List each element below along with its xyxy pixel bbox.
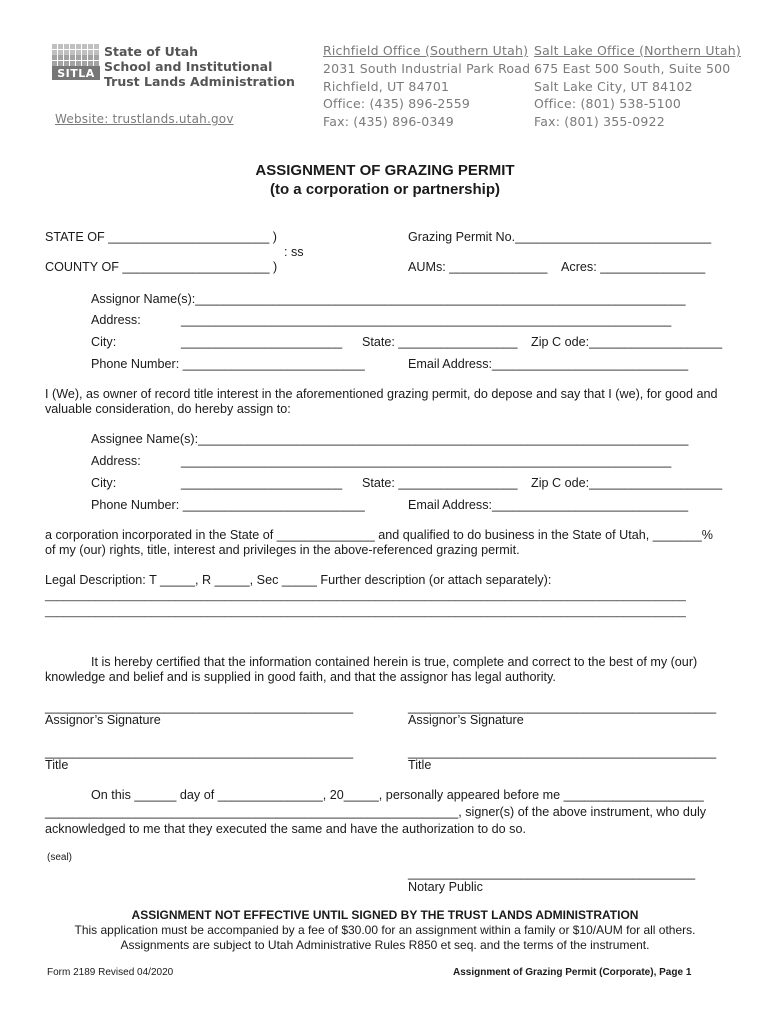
saltlake-office-street: 675 East 500 South, Suite 500 <box>534 61 731 76</box>
agency-name-line1: State of Utah <box>104 44 199 59</box>
assignor-signature-label: Assignor’s Signature <box>45 713 161 727</box>
richfield-office-phone: Office: (435) 896-2559 <box>323 96 471 111</box>
notary-public-label: Notary Public <box>408 880 483 894</box>
richfield-office-city: Richfield, UT 84701 <box>323 79 450 94</box>
seal-label: (seal) <box>47 852 73 863</box>
logo-grid-cell <box>76 55 81 60</box>
logo-grid-cell <box>70 61 75 66</box>
logo-grid-cell <box>82 61 87 66</box>
logo-grid-cell <box>76 44 81 49</box>
logo-grid-cell <box>52 50 57 55</box>
assignor-city-label: City: <box>91 335 117 349</box>
logo-grid-cell <box>64 50 69 55</box>
logo-grid-cell <box>70 44 75 49</box>
form-number: Form 2189 Revised 04/2020 <box>47 967 174 978</box>
assignor-name-field[interactable]: Assignor Name(s):______________________________________________________________________ <box>91 292 686 306</box>
page-footer: Assignment of Grazing Permit (Corporate), Page 1 <box>453 967 692 978</box>
website-link[interactable]: Website: trustlands.utah.gov <box>55 112 234 126</box>
fee-notice: This application must be accompanied by a fee of $30.00 for an assignment within a family or $10/AUM for all others. <box>74 923 696 937</box>
logo-grid-cell <box>94 61 99 66</box>
state-of-field[interactable]: STATE OF _______________________ ) <box>45 230 277 244</box>
logo-grid-cell <box>94 50 99 55</box>
agency-name-line2: School and Institutional <box>104 59 273 74</box>
corporation-statement-line1[interactable]: a corporation incorporated in the State of ______________ and qualified to do business in the State of Utah, _______% <box>45 528 713 542</box>
notary-signature-line[interactable]: _________________________________________ <box>408 866 696 880</box>
assignee-city-label: City: <box>91 476 117 490</box>
assignee-city-field[interactable]: _______________________ <box>181 476 343 490</box>
logo-grid-cell <box>88 50 93 55</box>
assignee-phone-field[interactable]: Phone Number: __________________________ <box>91 498 365 512</box>
assignee-email-field[interactable]: Email Address:____________________________ <box>408 498 689 512</box>
richfield-office-heading: Richfield Office (Southern Utah) <box>323 43 529 58</box>
assignee-name-field[interactable]: Assignee Name(s):______________________________________________________________________ <box>91 432 689 446</box>
assignor-city-field[interactable]: _______________________ <box>181 335 343 349</box>
logo-grid-cell <box>52 61 57 66</box>
saltlake-office-fax: Fax: (801) 355-0922 <box>534 114 665 129</box>
logo-grid-cell <box>64 61 69 66</box>
certification-line1: It is hereby certified that the information contained herein is true, complete and correct to the best of my (our) <box>91 655 698 669</box>
saltlake-office-city: Salt Lake City, UT 84102 <box>534 79 693 94</box>
logo-grid-cell <box>82 44 87 49</box>
logo-wordmark: SITLA <box>52 66 100 80</box>
logo-grid-cell <box>82 50 87 55</box>
assignor-state-field[interactable]: State: _________________ <box>362 335 518 349</box>
title-line[interactable]: ____________________________________________ <box>408 745 717 759</box>
ss-label: : ss <box>284 245 304 259</box>
richfield-office-fax: Fax: (435) 896-0349 <box>323 114 454 129</box>
assignor-phone-field[interactable]: Phone Number: __________________________ <box>91 357 365 371</box>
form-title: ASSIGNMENT OF GRAZING PERMIT <box>255 162 515 179</box>
logo-grid-cell <box>76 61 81 66</box>
logo-grid-cell <box>58 44 63 49</box>
assignee-zip-field[interactable]: Zip C ode:___________________ <box>531 476 723 490</box>
title-line[interactable]: ____________________________________________ <box>45 745 354 759</box>
agency-name-line3: Trust Lands Administration <box>104 74 295 89</box>
assignee-address-label: Address: <box>91 454 141 468</box>
notary-statement-line1[interactable]: On this ______ day of _______________, 20_____, personally appeared before me ____________________ <box>91 788 704 802</box>
logo-grid-cell <box>82 55 87 60</box>
county-of-field[interactable]: COUNTY OF _____________________ ) <box>45 260 278 274</box>
logo-grid-cell <box>94 55 99 60</box>
effective-notice: ASSIGNMENT NOT EFFECTIVE UNTIL SIGNED BY THE TRUST LANDS ADMINISTRATION <box>131 908 639 922</box>
logo-grid-cell <box>52 44 57 49</box>
notary-statement-line3: acknowledged to me that they executed the same and have the authorization to do so. <box>45 822 526 836</box>
logo-grid-cell <box>64 55 69 60</box>
title-label: Title <box>45 758 69 772</box>
corporation-statement-line2: of my (our) rights, title, interest and privileges in the above-referenced grazing permit. <box>45 543 520 557</box>
grazing-permit-no-field[interactable]: Grazing Permit No.____________________________ <box>408 230 712 244</box>
logo-grid-cell <box>64 44 69 49</box>
assignor-zip-field[interactable]: Zip C ode:___________________ <box>531 335 723 349</box>
assignee-address-field[interactable]: ______________________________________________________________________ <box>181 454 672 468</box>
signature-line[interactable]: ____________________________________________ <box>408 700 717 714</box>
aums-field[interactable]: AUMs: ______________ <box>408 260 548 274</box>
assignment-statement-line2: valuable consideration, do hereby assign to: <box>45 402 291 416</box>
saltlake-office-phone: Office: (801) 538-5100 <box>534 96 682 111</box>
assignor-address-field[interactable]: ______________________________________________________________________ <box>181 313 672 327</box>
form-subtitle: (to a corporation or partnership) <box>269 181 500 198</box>
logo-grid-cell <box>70 50 75 55</box>
title-label: Title <box>408 758 432 772</box>
assignor-signature-label: Assignor’s Signature <box>408 713 524 727</box>
logo-grid-cell <box>94 44 99 49</box>
legal-description-line[interactable]: _______________________________________________________________________________________________________ <box>45 606 686 618</box>
logo-grid-cell <box>76 50 81 55</box>
logo-grid-cell <box>58 55 63 60</box>
assignee-state-field[interactable]: State: _________________ <box>362 476 518 490</box>
notary-statement-line2[interactable]: ___________________________________________________________, signer(s) of the above instrument, who duly <box>45 805 707 819</box>
signature-line[interactable]: ____________________________________________ <box>45 700 354 714</box>
certification-line2: knowledge and belief and is supplied in good faith, and that the assignor has legal authority. <box>45 670 556 684</box>
logo-grid-cell <box>70 55 75 60</box>
legal-description-field[interactable]: Legal Description: T _____, R _____, Sec _____ Further description (or attach separately): <box>45 573 552 587</box>
legal-description-line[interactable]: _______________________________________________________________________________________________________ <box>45 590 686 602</box>
rules-notice: Assignments are subject to Utah Administrative Rules R850 et seq. and the terms of the instrument. <box>120 938 650 952</box>
richfield-office-street: 2031 South Industrial Park Road <box>323 61 531 76</box>
logo-grid-cell <box>88 44 93 49</box>
logo-grid-cell <box>88 61 93 66</box>
logo-grid-cell <box>58 61 63 66</box>
acres-field[interactable]: Acres: _______________ <box>561 260 706 274</box>
saltlake-office-heading: Salt Lake Office (Northern Utah) <box>534 43 741 58</box>
assignment-statement-line1: I (We), as owner of record title interest in the aforementioned grazing permit, do depose and say that I (we), for good and <box>45 387 718 401</box>
logo-grid-cell <box>88 55 93 60</box>
assignor-email-field[interactable]: Email Address:____________________________ <box>408 357 689 371</box>
logo-grid-cell <box>52 55 57 60</box>
logo-grid-cell <box>58 50 63 55</box>
assignor-address-label: Address: <box>91 313 141 327</box>
